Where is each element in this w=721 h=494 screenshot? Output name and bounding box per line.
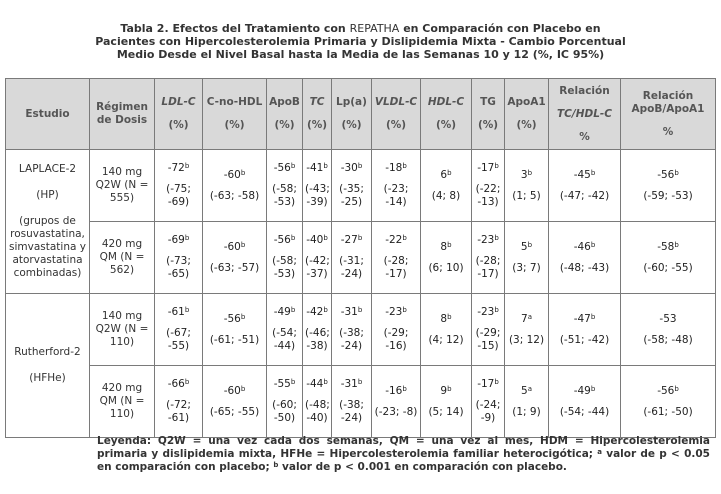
table-row xyxy=(6,294,716,366)
title-brand: REPATHA xyxy=(349,22,400,35)
confidence-interval: (-58; -48) xyxy=(643,333,693,346)
point-estimate: -46$^b$ xyxy=(573,240,596,253)
value-cell-apoa1 xyxy=(505,366,549,438)
header-row xyxy=(6,79,716,150)
value-cell-tchdl xyxy=(549,294,621,366)
confidence-interval: (1; 9) xyxy=(512,405,541,418)
point-estimate: -61$^b$ xyxy=(167,306,190,318)
significance-marker: b xyxy=(674,384,679,393)
confidence-interval: (-73; -65) xyxy=(166,255,191,280)
header-regimen: Régimen de Dosis xyxy=(90,79,155,150)
value-cell-lpa xyxy=(332,366,372,438)
significance-marker: b xyxy=(447,384,452,393)
value-cell-apob xyxy=(267,150,303,222)
point-estimate: -56$^b$ xyxy=(273,162,296,174)
point-estimate: 5$^b$ xyxy=(520,240,533,253)
significance-marker: b xyxy=(240,240,246,249)
confidence-interval: (-29; -15) xyxy=(475,327,501,352)
confidence-interval: (-38; -24) xyxy=(339,327,364,352)
legend: Leyenda: Q2W = una vez cada dos semanas, QM = una vez al mes, HDM = Hipercolesterolemia primaria y dislipidemia mixta, HFHe = Hipercolesterolemia familiar heterocigótica; $^a$ valor de p < 0.05 en comparación con placebo; $^b$ valor de p < 0.001 en comparación con placebo. xyxy=(97,435,710,473)
value-cell-tchdl xyxy=(549,222,621,294)
value-cell-apob xyxy=(267,366,303,438)
header-study: Estudio xyxy=(6,79,90,150)
point-estimate: -60$^b$ xyxy=(223,240,246,253)
confidence-interval: (-22; -13) xyxy=(475,183,501,208)
confidence-interval: (-31; -24) xyxy=(339,255,364,280)
point-estimate: 8$^b$ xyxy=(440,312,452,325)
significance-marker: b xyxy=(447,240,452,249)
value-cell-cnohdl xyxy=(203,294,267,366)
value-cell-tc xyxy=(303,150,332,222)
significance-marker: b xyxy=(184,234,190,242)
point-estimate: -44$^b$ xyxy=(306,378,328,390)
confidence-interval: (4; 8) xyxy=(431,189,461,202)
confidence-interval: (-61; -51) xyxy=(209,333,260,346)
confidence-interval: (-43; -39) xyxy=(305,183,330,208)
header-lpa: Lp(a) (%) xyxy=(332,79,372,150)
value-cell-apoa1 xyxy=(505,150,549,222)
header-vldlc: VLDL-C (%) xyxy=(372,79,421,150)
significance-marker: a xyxy=(527,384,532,393)
regimen-cell: 420 mg QM (N = 110) xyxy=(90,366,155,438)
significance-marker: b xyxy=(323,162,328,170)
significance-marker: b xyxy=(184,378,190,386)
point-estimate: -31$^b$ xyxy=(340,378,363,390)
confidence-interval: (-60; -55) xyxy=(643,261,693,274)
significance-marker: b xyxy=(674,240,679,249)
significance-marker: b xyxy=(357,234,363,242)
point-estimate: -56$^b$ xyxy=(657,384,679,397)
header-tg: TG (%) xyxy=(472,79,505,150)
confidence-interval: (-65; -55) xyxy=(209,405,260,418)
confidence-interval: (-61; -50) xyxy=(643,405,693,418)
header-cnohdl: C-no-HDL (%) xyxy=(203,79,267,150)
table-row xyxy=(6,150,716,222)
significance-marker: b xyxy=(290,234,296,242)
point-estimate: -60$^b$ xyxy=(223,168,246,181)
confidence-interval: (3; 12) xyxy=(508,333,545,346)
value-cell-vldlc xyxy=(372,366,421,438)
point-estimate: 7$^a$ xyxy=(521,312,532,325)
study-laplace: LAPLACE-2 (HP) (grupos de rosuvastatina, simvastatina y atorvastatina combinadas) xyxy=(6,150,90,294)
confidence-interval: (-28; -17) xyxy=(475,255,501,280)
significance-marker: b xyxy=(674,168,679,177)
confidence-interval: (1; 5) xyxy=(512,189,541,202)
value-cell-cnohdl xyxy=(203,222,267,294)
value-cell-cnohdl xyxy=(203,366,267,438)
point-estimate: -17$^b$ xyxy=(477,162,499,174)
point-estimate: 6$^b$ xyxy=(440,168,452,181)
point-estimate: -30$^b$ xyxy=(340,162,363,174)
confidence-interval: (-48; -40) xyxy=(305,399,330,424)
significance-marker: b xyxy=(323,306,328,314)
confidence-interval: (-24; -9) xyxy=(475,399,501,424)
value-cell-tg xyxy=(472,366,505,438)
point-estimate: -66$^b$ xyxy=(167,378,190,390)
point-estimate: -31$^b$ xyxy=(340,306,363,318)
significance-marker: b xyxy=(494,162,499,170)
point-estimate: -17$^b$ xyxy=(477,378,499,390)
confidence-interval: (-46; -38) xyxy=(305,327,330,352)
regimen-cell: 140 mg Q2W (N = 555) xyxy=(90,150,155,222)
value-cell-ldlc xyxy=(155,222,203,294)
point-estimate: -56$^b$ xyxy=(657,168,679,181)
significance-marker: b xyxy=(357,162,363,170)
confidence-interval: (-67; -55) xyxy=(166,327,191,352)
regimen-cell: 140 mg Q2W (N = 110) xyxy=(90,294,155,366)
value-cell-lpa xyxy=(332,294,372,366)
confidence-interval: (-54; -44) xyxy=(272,327,297,352)
point-estimate: -16$^b$ xyxy=(385,384,407,397)
significance-marker: b xyxy=(357,378,363,386)
value-cell-lpa xyxy=(332,150,372,222)
point-estimate: -23$^b$ xyxy=(385,306,407,318)
point-estimate: 5$^a$ xyxy=(521,384,532,397)
value-cell-apob xyxy=(267,294,303,366)
point-estimate: 9$^b$ xyxy=(440,384,452,397)
value-cell-ldlc xyxy=(155,150,203,222)
confidence-interval: (-48; -43) xyxy=(559,261,610,274)
point-estimate: -42$^b$ xyxy=(306,306,328,318)
header-hdlc: HDL-C (%) xyxy=(421,79,472,150)
value-cell-apobapoa1 xyxy=(621,366,716,438)
significance-marker: b xyxy=(184,162,190,170)
value-cell-tchdl xyxy=(549,150,621,222)
significance-marker: b xyxy=(590,312,596,321)
confidence-interval: (-47; -42) xyxy=(559,189,610,202)
header-apoa1: ApoA1 (%) xyxy=(505,79,549,150)
header-ratio-apob-apoa1: Relación ApoB/ApoA1 % xyxy=(621,79,716,150)
point-estimate: -69$^b$ xyxy=(167,234,190,246)
title-line3: Medio Desde el Nivel Basal hasta la Media de las Semanas 10 y 12 (%, IC 95%) xyxy=(116,48,605,61)
title-line2: Pacientes con Hipercolesterolemia Primaria y Dislipidemia Mixta - Cambio Porcentual xyxy=(95,35,626,48)
value-cell-apobapoa1 xyxy=(621,294,716,366)
value-cell-lpa xyxy=(332,222,372,294)
significance-marker: b xyxy=(494,378,499,386)
confidence-interval: (-58; -53) xyxy=(272,183,297,208)
significance-marker: b xyxy=(494,234,499,242)
significance-marker: b xyxy=(357,306,363,314)
value-cell-vldlc xyxy=(372,294,421,366)
confidence-interval: (6; 10) xyxy=(428,261,464,274)
confidence-interval: (-28; -17) xyxy=(383,255,409,280)
point-estimate: -49$^b$ xyxy=(273,306,296,318)
confidence-interval: (-35; -25) xyxy=(339,183,364,208)
confidence-interval: (-42; -37) xyxy=(305,255,330,280)
significance-marker: b xyxy=(590,168,596,177)
significance-marker: b xyxy=(290,378,296,386)
confidence-interval: (-38; -24) xyxy=(339,399,364,424)
point-estimate: -45$^b$ xyxy=(573,168,596,181)
confidence-interval: (-72; -61) xyxy=(166,399,191,424)
significance-marker: b xyxy=(527,240,533,249)
point-estimate: -40$^b$ xyxy=(306,234,328,246)
point-estimate: -41$^b$ xyxy=(306,162,328,174)
point-estimate: -27$^b$ xyxy=(340,234,363,246)
value-cell-cnohdl xyxy=(203,150,267,222)
title-line1-pre: Tabla 2. Efectos del Tratamiento con xyxy=(120,22,346,35)
significance-marker: b xyxy=(240,168,246,177)
table-title xyxy=(0,22,721,61)
point-estimate: -23$^b$ xyxy=(477,306,499,318)
title-line1-post: en Comparación con Placebo en xyxy=(403,22,601,35)
point-estimate: 3$^b$ xyxy=(520,168,533,181)
significance-marker: b xyxy=(402,162,407,170)
point-estimate: -47$^b$ xyxy=(573,312,596,325)
confidence-interval: (-63; -57) xyxy=(209,261,260,274)
value-cell-apobapoa1 xyxy=(621,222,716,294)
significance-marker: b xyxy=(323,378,328,386)
value-cell-ldlc xyxy=(155,366,203,438)
significance-marker: b xyxy=(240,312,246,321)
value-cell-tg xyxy=(472,222,505,294)
value-cell-hdlc xyxy=(421,294,472,366)
value-cell-hdlc xyxy=(421,150,472,222)
header-apob: ApoB (%) xyxy=(267,79,303,150)
value-cell-apoa1 xyxy=(505,222,549,294)
point-estimate: -18$^b$ xyxy=(385,162,407,174)
significance-marker: a xyxy=(527,312,532,321)
point-estimate: -53 xyxy=(659,312,677,325)
value-cell-ldlc xyxy=(155,294,203,366)
confidence-interval: (-63; -58) xyxy=(209,189,260,202)
point-estimate: -60$^b$ xyxy=(223,384,246,397)
header-tc: TC (%) xyxy=(303,79,332,150)
value-cell-apob xyxy=(267,222,303,294)
confidence-interval: (-54; -44) xyxy=(559,405,610,418)
value-cell-hdlc xyxy=(421,366,472,438)
confidence-interval: (4; 12) xyxy=(428,333,464,346)
significance-marker: b xyxy=(494,306,499,314)
header-ldlc: LDL-C (%) xyxy=(155,79,203,150)
point-estimate: -23$^b$ xyxy=(477,234,499,246)
significance-marker: b xyxy=(240,384,246,393)
significance-marker: b xyxy=(590,384,596,393)
point-estimate: -56$^b$ xyxy=(273,234,296,246)
header-ratio-tchdl: Relación TC/HDL-C % xyxy=(549,79,621,150)
confidence-interval: (-75; -69) xyxy=(166,183,191,208)
significance-marker: b xyxy=(402,384,407,393)
table-row xyxy=(6,366,716,438)
significance-marker: b xyxy=(447,312,452,321)
significance-marker: b xyxy=(402,234,407,242)
value-cell-tc xyxy=(303,222,332,294)
results-table xyxy=(5,78,716,438)
significance-marker: b xyxy=(527,168,533,177)
value-cell-apoa1 xyxy=(505,294,549,366)
point-estimate: 8$^b$ xyxy=(440,240,452,253)
regimen-cell: 420 mg QM (N = 562) xyxy=(90,222,155,294)
point-estimate: -22$^b$ xyxy=(385,234,407,246)
confidence-interval: (-59; -53) xyxy=(643,189,693,202)
value-cell-tchdl xyxy=(549,366,621,438)
point-estimate: -55$^b$ xyxy=(273,378,296,390)
table-row xyxy=(6,222,716,294)
confidence-interval: (-23; -14) xyxy=(383,183,409,208)
confidence-interval: (3; 7) xyxy=(512,261,541,274)
confidence-interval: (5; 14) xyxy=(428,405,464,418)
significance-marker: b xyxy=(590,240,596,249)
value-cell-vldlc xyxy=(372,222,421,294)
point-estimate: -58$^b$ xyxy=(657,240,679,253)
point-estimate: -49$^b$ xyxy=(573,384,596,397)
significance-marker: b xyxy=(290,162,296,170)
confidence-interval: (-51; -42) xyxy=(559,333,610,346)
value-cell-tg xyxy=(472,150,505,222)
confidence-interval: (-60; -50) xyxy=(272,399,297,424)
significance-marker: b xyxy=(290,306,296,314)
value-cell-apobapoa1 xyxy=(621,150,716,222)
confidence-interval: (-58; -53) xyxy=(272,255,297,280)
confidence-interval: (-29; -16) xyxy=(383,327,409,352)
point-estimate: -56$^b$ xyxy=(223,312,246,325)
value-cell-tc xyxy=(303,366,332,438)
confidence-interval: (-23; -8) xyxy=(374,405,418,418)
value-cell-hdlc xyxy=(421,222,472,294)
value-cell-tc xyxy=(303,294,332,366)
significance-marker: b xyxy=(323,234,328,242)
study-rutherford: Rutherford-2 (HFHe) xyxy=(6,294,90,438)
point-estimate: -72$^b$ xyxy=(167,162,190,174)
significance-marker: b xyxy=(402,306,407,314)
significance-marker: b xyxy=(184,306,190,314)
value-cell-tg xyxy=(472,294,505,366)
value-cell-vldlc xyxy=(372,150,421,222)
significance-marker: b xyxy=(447,168,452,177)
